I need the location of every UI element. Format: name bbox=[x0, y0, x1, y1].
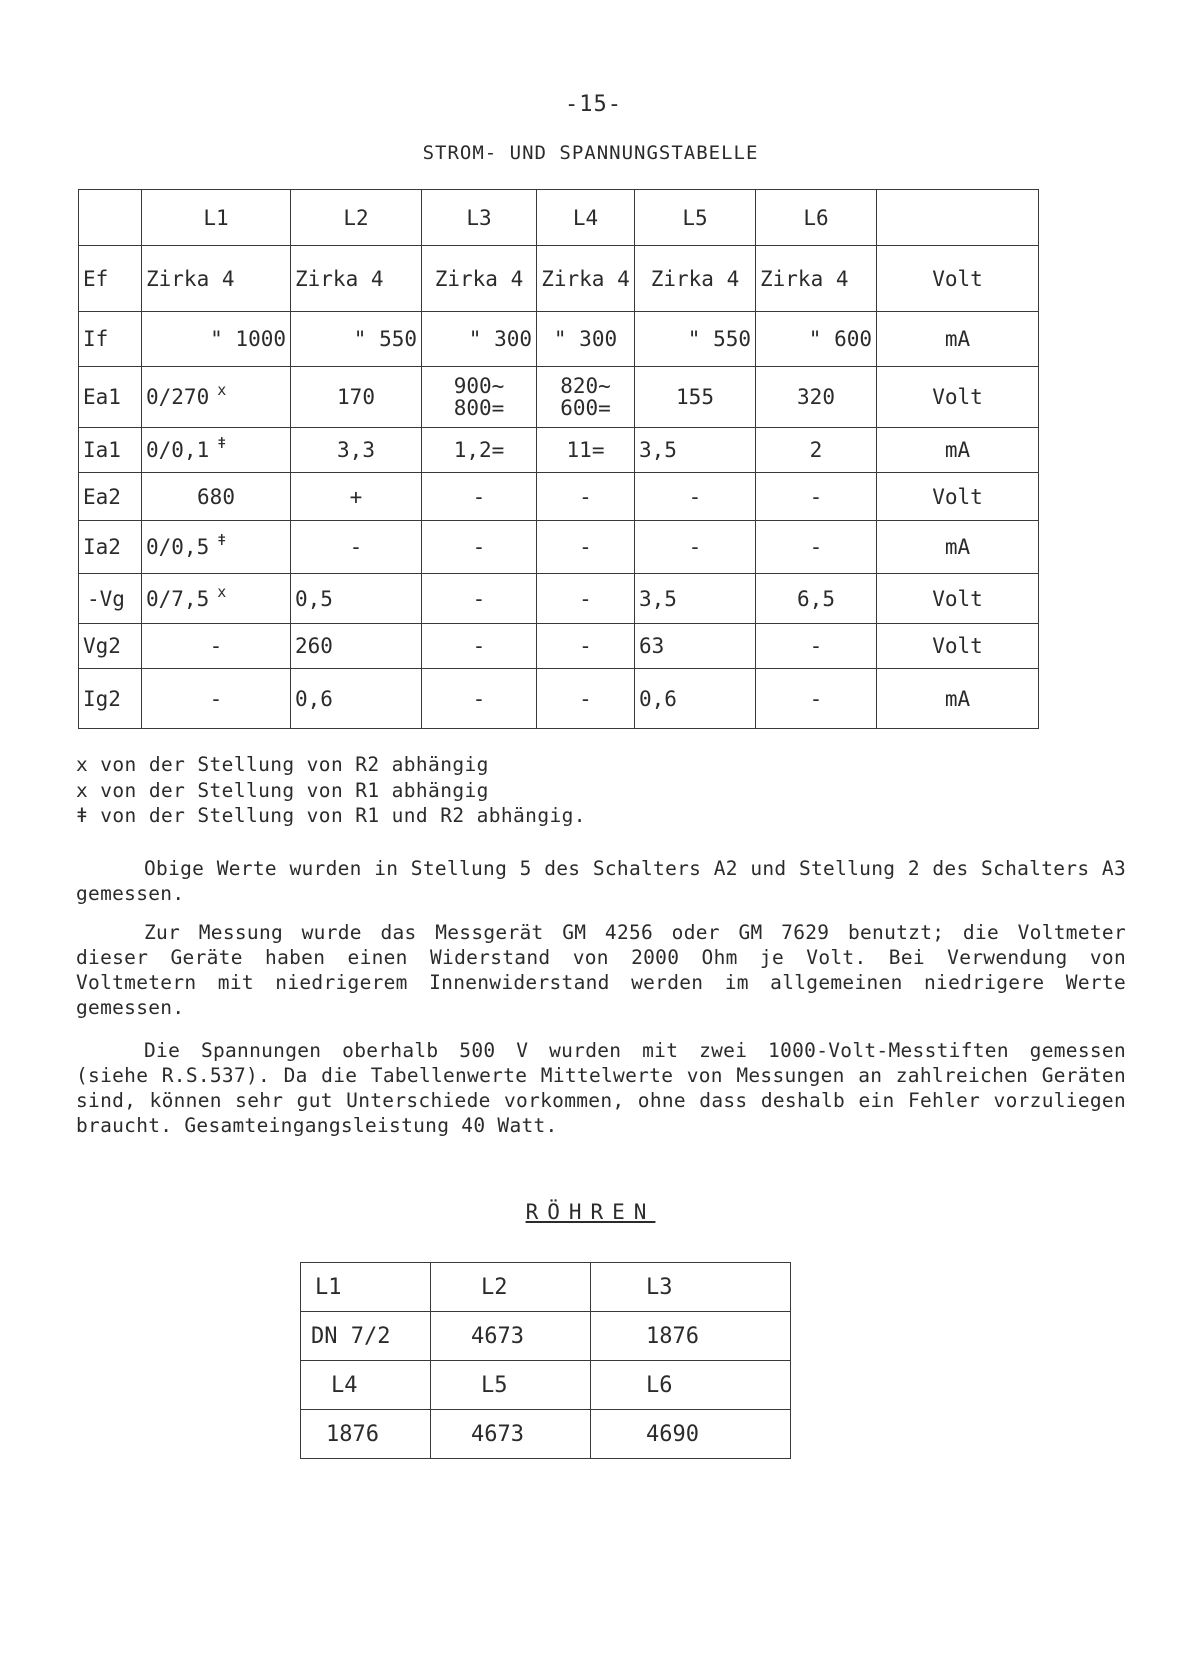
cell-l6: 6,5 bbox=[756, 574, 877, 624]
table-row bbox=[79, 246, 1039, 312]
roehren-row bbox=[301, 1263, 791, 1312]
header-cell: L4 bbox=[537, 190, 635, 246]
cell-l4: Zirka 4 bbox=[537, 246, 635, 312]
cell-l4: - bbox=[537, 473, 635, 521]
cell-l2: 170 bbox=[291, 367, 422, 428]
roehren-cell: L3 bbox=[591, 1263, 791, 1312]
footnote: x von der Stellung von R1 abhängig bbox=[76, 778, 489, 802]
cell-l4: - bbox=[537, 574, 635, 624]
cell-l5: 3,5 bbox=[635, 428, 756, 473]
cell-l3: - bbox=[422, 574, 537, 624]
roehren-cell: 4673 bbox=[431, 1312, 591, 1361]
cell-l6: - bbox=[756, 473, 877, 521]
paragraph-measuring-device bbox=[76, 920, 1126, 1020]
header-cell bbox=[79, 190, 142, 246]
footnote-mark: x bbox=[217, 381, 227, 399]
cell-l1: - bbox=[142, 624, 291, 669]
cell-unit: Volt bbox=[877, 367, 1039, 428]
table-row bbox=[79, 312, 1039, 367]
cell-l5: 0,6 bbox=[635, 669, 756, 729]
cell-l1 bbox=[142, 428, 291, 473]
header-cell: L6 bbox=[756, 190, 877, 246]
cell-l6: - bbox=[756, 669, 877, 729]
footnote-mark: x bbox=[217, 582, 227, 601]
row-label: If bbox=[79, 312, 142, 367]
roehren-cell: 4673 bbox=[431, 1410, 591, 1459]
row-label: Ia2 bbox=[79, 521, 142, 574]
paragraph-measurement-position bbox=[76, 856, 1126, 906]
cell-unit: Volt bbox=[877, 574, 1039, 624]
cell-l2: - bbox=[291, 521, 422, 574]
cell-l6: - bbox=[756, 624, 877, 669]
cell-l1: Zirka 4 bbox=[142, 246, 291, 312]
paragraph-text: Zur Messung wurde das Messgerät GM 4256 oder GM 7629 benutzt; die Voltmeter dieser Geräte haben einen Widerstand von 2000 Ohm je Volt. Bei Verwendung von Voltmetern mit niedrigerem Innenwiderstand werden im allgemeinen niedrigere Werte gemessen. bbox=[76, 921, 1126, 1019]
table-row bbox=[79, 367, 1039, 428]
roehren-cell: 4690 bbox=[591, 1410, 791, 1459]
footnote: ǂ von der Stellung von R1 und R2 abhängig. bbox=[76, 804, 586, 827]
cell-l1: " 1000 bbox=[142, 312, 291, 367]
roehren-cell: 1876 bbox=[591, 1312, 791, 1361]
roehren-cell: L5 bbox=[431, 1361, 591, 1410]
cell-value: 0/7,5 bbox=[146, 586, 210, 611]
row-label: Vg2 bbox=[79, 624, 142, 669]
paragraph-text: Obige Werte wurden in Stellung 5 des Schalters A2 und Stellung 2 des Schalters A3 gemessen. bbox=[76, 857, 1126, 905]
cell-l3: - bbox=[422, 473, 537, 521]
row-label: Ig2 bbox=[79, 669, 142, 729]
row-label: Ia1 bbox=[79, 428, 142, 473]
cell-unit: Volt bbox=[877, 246, 1039, 312]
table-row bbox=[79, 669, 1039, 729]
footnote-mark: ǂ bbox=[217, 434, 227, 452]
roehren-cell: L4 bbox=[301, 1361, 431, 1410]
header-cell: L1 bbox=[142, 190, 291, 246]
cell-l2: " 550 bbox=[291, 312, 422, 367]
cell-l4: - bbox=[537, 624, 635, 669]
header-cell bbox=[877, 190, 1039, 246]
cell-l2: Zirka 4 bbox=[291, 246, 422, 312]
cell-l4: - bbox=[537, 669, 635, 729]
cell-l5: - bbox=[635, 473, 756, 521]
roehren-row bbox=[301, 1361, 791, 1410]
paragraph-text: Die Spannungen oberhalb 500 V wurden mit zwei 1000-Volt-Messtiften gemessen (siehe R.S.537). Da die Tabellenwerte Mittelwerte von Messungen an zahlreichen Geräten sind, können sehr gut Unterschiede vorkommen, ohne dass deshalb ein Fehler vorzuliegen braucht. Gesamteingangsleistung 40 Watt. bbox=[76, 1039, 1126, 1137]
cell-l1: 680 bbox=[142, 473, 291, 521]
cell-l3: Zirka 4 bbox=[422, 246, 537, 312]
cell-unit: Volt bbox=[877, 624, 1039, 669]
header-cell: L2 bbox=[291, 190, 422, 246]
roehren-row bbox=[301, 1312, 791, 1361]
roehren-heading bbox=[0, 1200, 1181, 1224]
table-row bbox=[79, 428, 1039, 473]
cell-l2: 0,6 bbox=[291, 669, 422, 729]
cell-l4: - bbox=[537, 521, 635, 574]
cell-unit: mA bbox=[877, 521, 1039, 574]
row-label: Ea1 bbox=[79, 367, 142, 428]
cell-l4 bbox=[537, 367, 635, 428]
cell-l5: " 550 bbox=[635, 312, 756, 367]
cell-l6: Zirka 4 bbox=[756, 246, 877, 312]
cell-value: 0/0,5 bbox=[146, 535, 210, 559]
cell-l3: 1,2= bbox=[422, 428, 537, 473]
ac-value: 820~ bbox=[560, 374, 611, 398]
cell-l2: 260 bbox=[291, 624, 422, 669]
paragraph-high-voltage bbox=[76, 1038, 1126, 1138]
table-row bbox=[79, 473, 1039, 521]
table-row bbox=[79, 521, 1039, 574]
cell-l5: 155 bbox=[635, 367, 756, 428]
cell-l1 bbox=[142, 574, 291, 624]
cell-value: 0/0,1 bbox=[146, 438, 210, 462]
roehren-cell: 1876 bbox=[301, 1410, 431, 1459]
table-title: STROM- UND SPANNUNGSTABELLE bbox=[422, 142, 759, 164]
cell-l1: - bbox=[142, 669, 291, 729]
row-label: Ef bbox=[79, 246, 142, 312]
cell-l3 bbox=[422, 367, 537, 428]
cell-l2: + bbox=[291, 473, 422, 521]
page-number: -15- bbox=[565, 92, 622, 117]
roehren-table bbox=[300, 1262, 791, 1459]
roehren-cell: DN 7/2 bbox=[301, 1312, 431, 1361]
cell-l4: " 300 bbox=[537, 312, 635, 367]
roehren-heading-text: RÖHREN bbox=[525, 1200, 656, 1224]
cell-unit: mA bbox=[877, 669, 1039, 729]
row-label: Ea2 bbox=[79, 473, 142, 521]
cell-l5: 3,5 bbox=[635, 574, 756, 624]
cell-l3: - bbox=[422, 521, 537, 574]
footnote: x von der Stellung von R2 abhängig bbox=[76, 753, 489, 776]
ac-value: 900~ bbox=[453, 374, 505, 398]
cell-l6: 2 bbox=[756, 428, 877, 473]
roehren-cell: L2 bbox=[431, 1263, 591, 1312]
row-label: -Vg bbox=[79, 574, 142, 624]
roehren-row bbox=[301, 1410, 791, 1459]
roehren-cell: L6 bbox=[591, 1361, 791, 1410]
cell-l1 bbox=[142, 521, 291, 574]
cell-l3: " 300 bbox=[422, 312, 537, 367]
header-cell: L5 bbox=[635, 190, 756, 246]
table-row bbox=[79, 574, 1039, 624]
cell-l2: 0,5 bbox=[291, 574, 422, 624]
cell-l6: 320 bbox=[756, 367, 877, 428]
header-cell: L3 bbox=[422, 190, 537, 246]
current-voltage-table bbox=[78, 189, 1039, 729]
cell-unit: mA bbox=[877, 428, 1039, 473]
cell-l6: - bbox=[756, 521, 877, 574]
table-row bbox=[79, 624, 1039, 669]
cell-l1 bbox=[142, 367, 291, 428]
cell-unit: Volt bbox=[877, 473, 1039, 521]
cell-l5: - bbox=[635, 521, 756, 574]
dc-value: 600= bbox=[560, 396, 611, 420]
cell-unit: mA bbox=[877, 312, 1039, 367]
dc-value: 800= bbox=[453, 396, 505, 420]
footnote-mark: ǂ bbox=[217, 531, 227, 549]
cell-l5: Zirka 4 bbox=[635, 246, 756, 312]
roehren-cell: L1 bbox=[301, 1263, 431, 1312]
cell-value: 0/270 bbox=[146, 385, 210, 409]
cell-l2: 3,3 bbox=[291, 428, 422, 473]
cell-l5: 63 bbox=[635, 624, 756, 669]
cell-l6: " 600 bbox=[756, 312, 877, 367]
cell-l4: 11= bbox=[537, 428, 635, 473]
table-header-row bbox=[79, 190, 1039, 246]
cell-l3: - bbox=[422, 669, 537, 729]
footnotes bbox=[76, 752, 586, 829]
cell-l3: - bbox=[422, 624, 537, 669]
